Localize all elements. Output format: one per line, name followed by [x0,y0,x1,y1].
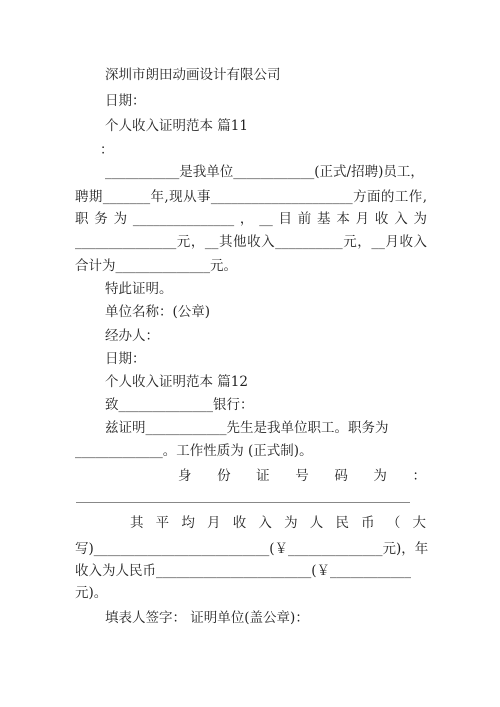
paragraph-line: 兹证明____________先生是我单位职工。职务为 [105,420,389,436]
section-heading-11: 个人收入证明范本 篇11 [105,118,248,134]
paragraph-line: ___________是我单位____________(正式/招聘)员工， [105,164,424,180]
date-field: 日期： [105,351,146,367]
colon-mark: ： [100,142,114,158]
date-label: 日期： [105,93,146,109]
addressee-line: 致______________银行： [105,397,254,413]
signature-line: 填表人签字： 证明单位(盖公章)： [105,610,309,626]
paragraph-line: _______________元，__其他收入__________元，__月收入 [75,234,427,250]
id-number-line: 身份证号码为： [178,468,426,484]
paragraph-line: 聘期_______年,现从事_____________________方面的工作, [75,189,427,205]
income-line: 元)。 [75,585,108,601]
id-number-underline [76,502,410,503]
unit-name-field: 单位名称：(公章) [105,304,211,320]
closing-text: 特此证明。 [105,281,173,297]
section-heading-12: 个人收入证明范本 篇12 [105,374,248,390]
income-line: 收入为人民币_______________________(￥____________ [75,563,412,579]
income-line: 写)__________________________(￥______________元)，年 [75,541,429,557]
paragraph-line: _____________。工作性质为 (正式制)。 [75,443,313,459]
income-line: 其平均月收入为人民币（大 [130,515,426,531]
company-name: 深圳市朗田动画设计有限公司 [105,67,281,83]
paragraph-line: 职务为_______________，__目前基本月收入为 [75,211,427,227]
handler-field: 经办人： [105,328,159,344]
paragraph-line: 合计为______________元。 [75,258,237,274]
